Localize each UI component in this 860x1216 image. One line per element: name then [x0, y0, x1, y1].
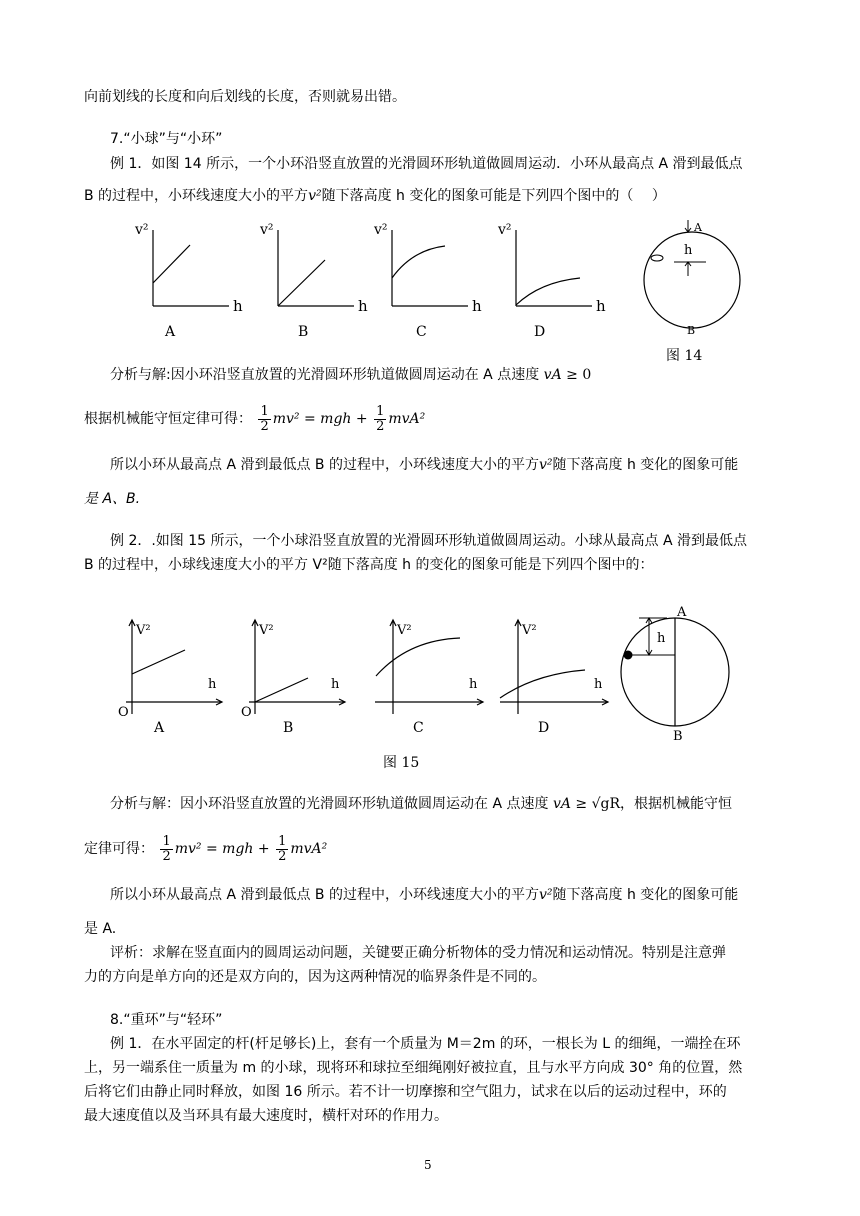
point-a-label: A — [694, 221, 702, 234]
paragraph-line: 向前划线的长度和向后划线的长度，否则就易出错。 — [84, 89, 406, 105]
example-2-line-1: 例 2．.如图 15 所示，一个小球沿竖直放置的光滑圆环形轨道做圆周运动。小球从最高点 A 滑到最低点 — [110, 533, 747, 549]
option-label: C — [416, 324, 427, 340]
text-segment: B 的过程中，小环线速度大小的平方 — [84, 188, 309, 204]
option-label: B — [298, 324, 309, 340]
option-label: A — [165, 324, 176, 340]
numerator: 1 — [260, 403, 269, 419]
option-label: A — [154, 720, 165, 736]
y-axis-label: V² — [397, 623, 412, 638]
figure-15 — [110, 605, 730, 744]
comment-line-1: 评析：求解在竖直面内的圆周运动问题，关键要正确分析物体的受力情况和运动情况。特别是注意弹 — [110, 945, 726, 961]
text-segment: 随下落高度 h 变化的图象可能 — [552, 887, 739, 903]
small-ring — [651, 255, 663, 261]
formula-v-squared: v² — [538, 887, 553, 903]
figure-15-caption: 图 15 — [383, 755, 420, 771]
point-a-label: A — [677, 605, 687, 620]
x-axis-label: h — [208, 677, 217, 692]
option-label: C — [413, 720, 424, 736]
numerator: 1 — [278, 833, 287, 849]
option-label: B — [283, 720, 294, 736]
formula-velocity-a: vA — [552, 796, 571, 812]
denominator: 2 — [162, 848, 171, 864]
text-segment: 随下落高度 h 变化的图象可能 — [552, 457, 739, 473]
option-label: D — [534, 324, 546, 340]
example-2-line-2: B 的过程中，小球线速度大小的平方 V²随下落高度 h 的变化的图象可能是下列四个图中的： — [84, 557, 654, 573]
formula-energy-a: mvA² — [290, 841, 328, 857]
analysis-2-line — [110, 795, 732, 813]
graph-curve — [500, 670, 585, 698]
conclusion-2-line-2: 是 A. — [84, 921, 117, 937]
graph-curve — [132, 650, 185, 674]
origin-label: O — [118, 705, 129, 720]
conclusion-1-line-2: 是 A、B. — [84, 491, 141, 507]
example-3-line-1: 例 1．在水平固定的杆(杆足够长)上，套有一个质量为 M＝2m 的环，一根长为 L 的细绳，一端拴在环 — [110, 1036, 741, 1052]
formula-v-squared: v² — [538, 457, 553, 473]
example-3-line-3: 后将它们由静止同时释放，如图 16 所示。若不计一切摩擦和空气阻力，试求在以后的运动过程中，环的 — [84, 1084, 727, 1100]
formula-v-squared: v² — [308, 188, 322, 204]
text-segment: 根据机械能守恒定律可得： — [84, 411, 252, 427]
text-segment: 所以小环从最高点 A 滑到最低点 B 的过程中，小环线速度大小的平方 — [110, 887, 539, 903]
formula-energy: mv² = mgh + — [272, 411, 368, 427]
formula-energy: mv² = mgh + — [174, 841, 270, 857]
formula-velocity-a: vA — [543, 367, 562, 383]
fraction-one-half — [276, 835, 288, 864]
example-1-line-1: 例 1．如图 14 所示，一个小环沿竖直放置的光滑圆环形轨道做圆周运动．小环从最高点 A 滑到最低点 — [110, 156, 743, 172]
example-1-line-2 — [84, 187, 666, 205]
example-3-line-2: 上，另一端系住一质量为 m 的小球，现将环和球拉至细绳刚好被拉直，且与水平方向成 30° 角的位置，然 — [84, 1060, 743, 1076]
section-heading-7: 7.“小球”与“小环” — [110, 131, 223, 147]
denominator: 2 — [376, 418, 385, 434]
graph-curve — [376, 638, 460, 676]
energy-equation-2 — [84, 832, 327, 866]
comment-line-2: 力的方向是单方向的还是双方向的，因为这两种情况的临界条件是不同的。 — [84, 969, 546, 985]
formula-energy-a: mvA² — [388, 411, 426, 427]
graph-curve — [153, 245, 190, 283]
formula-condition: ≥ 0 — [566, 367, 592, 383]
y-axis-label: v² — [374, 222, 388, 238]
fraction-one-half — [258, 405, 270, 434]
y-axis-label: V² — [136, 623, 151, 638]
example-3-line-4: 最大速度值以及当环具有最大速度时，横杆对环的作用力。 — [84, 1108, 448, 1124]
section-heading-8: 8.“重环”与“轻环” — [110, 1012, 223, 1028]
height-label: h — [657, 631, 666, 646]
x-axis-label: h — [331, 677, 340, 692]
y-axis-label: v² — [498, 222, 512, 238]
page-number: 5 — [424, 1158, 432, 1172]
x-axis-label: h — [358, 297, 368, 315]
figure-14 — [120, 220, 720, 370]
y-axis-label: v² — [260, 222, 274, 238]
text-segment: 定律可得： — [84, 841, 154, 857]
text-segment: 随下落高度 h 变化的图象可能是下列四个图中的（ ） — [321, 188, 666, 204]
point-b-label: B — [687, 324, 696, 337]
fraction-one-half — [374, 405, 386, 434]
figure-14-caption: 图 14 — [666, 348, 703, 364]
formula-sqrt-gr: ≥ √gR — [575, 796, 621, 812]
text-segment: 所以小环从最高点 A 滑到最低点 B 的过程中，小环线速度大小的平方 — [110, 457, 539, 473]
text-segment: ，根据机械能守恒 — [620, 796, 733, 812]
x-axis-label: h — [596, 297, 606, 315]
conclusion-2-line-1 — [110, 886, 738, 904]
option-label: D — [538, 720, 550, 736]
denominator: 2 — [260, 418, 269, 434]
numerator: 1 — [376, 403, 385, 419]
fraction-one-half — [160, 835, 172, 864]
height-label: h — [684, 243, 693, 258]
graph-curve — [392, 246, 445, 278]
x-axis-label: h — [472, 297, 482, 315]
denominator: 2 — [278, 848, 287, 864]
x-axis-label: h — [233, 297, 243, 315]
graph-curve — [255, 678, 308, 702]
conclusion-1-line-1 — [110, 456, 738, 474]
numerator: 1 — [162, 833, 171, 849]
graph-curve — [278, 260, 325, 306]
origin-label: O — [241, 705, 252, 720]
text-segment: 分析与解：因小环沿竖直放置的光滑圆环形轨道做圆周运动在 A 点速度 — [110, 796, 549, 812]
y-axis-label: V² — [522, 623, 537, 638]
x-axis-label: h — [594, 677, 603, 692]
energy-equation-1 — [84, 402, 425, 436]
graph-curve — [516, 278, 580, 305]
y-axis-label: V² — [259, 623, 274, 638]
x-axis-label: h — [469, 677, 478, 692]
point-b-label: B — [673, 729, 683, 744]
analysis-1-line — [110, 366, 591, 384]
y-axis-label: v² — [135, 222, 149, 238]
text-segment: 分析与解:因小环沿竖直放置的光滑圆环形轨道做圆周运动在 A 点速度 — [110, 367, 540, 383]
